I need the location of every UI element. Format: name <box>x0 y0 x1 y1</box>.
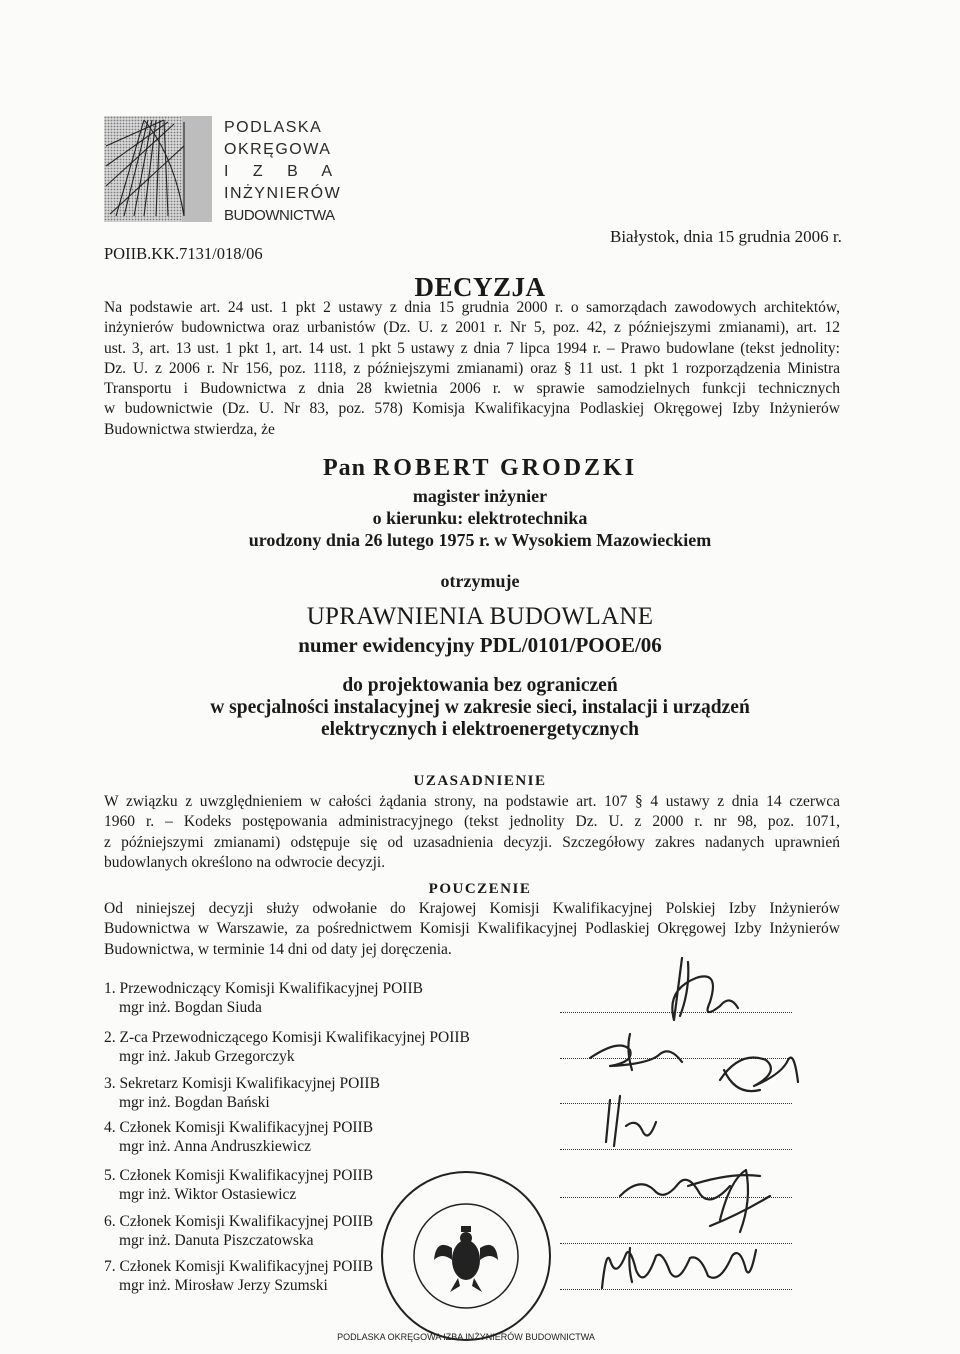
justification-line: z późniejszymi zmianami) odstępuje się od uzasadnienia decyzji. Szczegółowy zakres nadanych uprawnień <box>104 833 840 851</box>
member-role: 5. Członek Komisji Kwalifikacyjnej POIIB <box>104 1167 374 1184</box>
stamp-ring-text: PODLASKA OKRĘGOWA IZBA INŻYNIERÓW BUDOWNICTWA <box>337 1332 595 1342</box>
org-name-line-1: PODLASKA <box>224 119 323 136</box>
legal-basis-line: Transportu i Budownictwa z dnia 28 kwietnia 2006 r. w sprawie samodzielnych funkcji technicznych <box>104 380 840 398</box>
member-name: mgr inż. Bogdan Bański <box>119 1094 270 1111</box>
member-role: 1. Przewodniczący Komisji Kwalifikacyjnej POIIB <box>104 980 423 997</box>
reference-number: POIIB.KK.7131/018/06 <box>104 244 263 263</box>
member-name: mgr inż. Anna Andruszkiewicz <box>119 1138 311 1155</box>
member-name: mgr inż. Mirosław Jerzy Szumski <box>119 1277 328 1294</box>
document-title: DECYZJA <box>414 272 546 302</box>
member-role: 6. Członek Komisji Kwalifikacyjnej POIIB <box>104 1213 374 1230</box>
org-name-line-5: BUDOWNICTWA <box>224 207 335 224</box>
field-of-study: o kierunku: elektrotechnika <box>372 508 588 528</box>
member-name: mgr inż. Danuta Piszczatowska <box>119 1232 314 1249</box>
chamber-logo-icon <box>104 116 212 222</box>
member-role: 4. Członek Komisji Kwalifikacyjnej POIIB <box>104 1119 374 1136</box>
handwritten-signatures-icon <box>570 950 800 1290</box>
birth-details: urodzony dnia 26 lutego 1975 r. w Wysokiem Mazowieckiem <box>248 530 712 550</box>
legal-basis-line: w budownictwie (Dz. U. Nr 83, poz. 578) Komisja Kwalifikacyjna Podlaskiej Okręgowej Izby Inżynierów <box>104 400 840 418</box>
eagle-emblem-icon <box>434 1226 498 1292</box>
committee-member <box>104 1212 373 1250</box>
name-prefix: Pan <box>322 455 366 481</box>
scope-line: elektrycznych i elektroenergetycznych <box>320 719 640 740</box>
member-role: 2. Z-ca Przewodniczącego Komisji Kwalifikacyjnej POIIB <box>104 1029 470 1046</box>
legal-basis-line: Budownictwa stwierdza, że <box>104 420 275 438</box>
committee-member <box>104 979 423 1017</box>
member-role: 7. Członek Komisji Kwalifikacyjnej POIIB <box>104 1258 374 1275</box>
member-name: mgr inż. Jakub Grzegorczyk <box>119 1048 295 1065</box>
instruction-line: Budownictwa, w terminie 14 dni od daty jej doręczenia. <box>104 940 452 958</box>
place-and-date: Białystok, dnia 15 grudnia 2006 r. <box>610 227 842 246</box>
justification-line: budowlanych określono na odwrocie decyzji. <box>104 853 386 871</box>
legal-basis-line: inżynierów budownictwa oraz urbanistów (Dz. U. z 2001 r. Nr 5, poz. 42, z późniejszymi zmianami), art. 12 <box>104 319 840 337</box>
legal-basis-line: Dz. U. z 2006 r. Nr 156, poz. 1118, z późniejszymi zmianami) oraz § 11 ust. 1 pkt 1 rozporządzenia Ministra <box>104 359 840 377</box>
instruction-line: Od niniejszej decyzji służy odwołanie do Krajowej Komisji Kwalifikacyjnej Polskiej Izby Inżynierów <box>104 900 840 917</box>
scope-line: do projektowania bez ograniczeń <box>342 675 618 696</box>
org-name-line-2: OKRĘGOWA <box>224 141 332 158</box>
academic-degree: magister inżynier <box>412 486 548 506</box>
justification-line: W związku z uwzględnieniem w całości żądania strony, na podstawie art. 107 § 4 ustawy z dnia 14 czerwca <box>104 793 840 810</box>
member-name: mgr inż. Wiktor Ostasiewicz <box>119 1186 297 1203</box>
member-role: 3. Sekretarz Komisji Kwalifikacyjnej POIIB <box>104 1075 380 1092</box>
person-full-name: ROBERT GRODZKI <box>372 455 638 481</box>
member-name: mgr inż. Bogdan Siuda <box>119 999 262 1016</box>
org-name-line-3: I Z B A <box>224 163 343 180</box>
permission-title: UPRAWNIENIA BUDOWLANE <box>306 603 654 630</box>
registration-number: numer ewidencyjny PDL/0101/POOE/06 <box>298 633 662 657</box>
committee-member <box>104 1118 373 1156</box>
scope-line: w specjalności instalacyjnej w zakresie sieci, instalacji i urządzeń <box>210 697 750 718</box>
org-name-line-4: INŻYNIERÓW <box>224 185 342 202</box>
legal-basis-paragraph <box>104 298 840 440</box>
justification-heading: UZASADNIENIE <box>413 773 547 789</box>
committee-member <box>104 1074 380 1112</box>
official-stamp-icon <box>337 1168 595 1344</box>
justification-paragraph <box>104 792 840 873</box>
committee-member <box>104 1166 373 1204</box>
receives-text: otrzymuje <box>440 571 520 591</box>
person-name <box>0 455 960 482</box>
legal-basis-line: ust. 3, art. 13 ust. 1 pkt 1, art. 14 ust. 1 pkt 5 ustawy z dnia 7 lipca 1994 r. – Prawo budowlane (tekst jednolity: <box>104 339 840 357</box>
instruction-line: Budownictwa w Warszawie, za pośrednictwem Komisji Kwalifikacyjnej Podlaskiej Okręgowej Izby Inżynierów <box>104 920 840 938</box>
instruction-heading: POUCZENIE <box>428 881 532 897</box>
legal-basis-line: Na podstawie art. 24 ust. 1 pkt 2 ustawy z dnia 15 grudnia 2000 r. o samorządach zawodowych architektów, <box>104 299 840 316</box>
committee-member <box>104 1028 470 1066</box>
committee-member <box>104 1257 373 1295</box>
justification-line: 1960 r. – Kodeks postępowania administracyjnego (tekst jednolity Dz. U. z 2000 r. nr 98, poz. 1071, <box>104 813 840 831</box>
